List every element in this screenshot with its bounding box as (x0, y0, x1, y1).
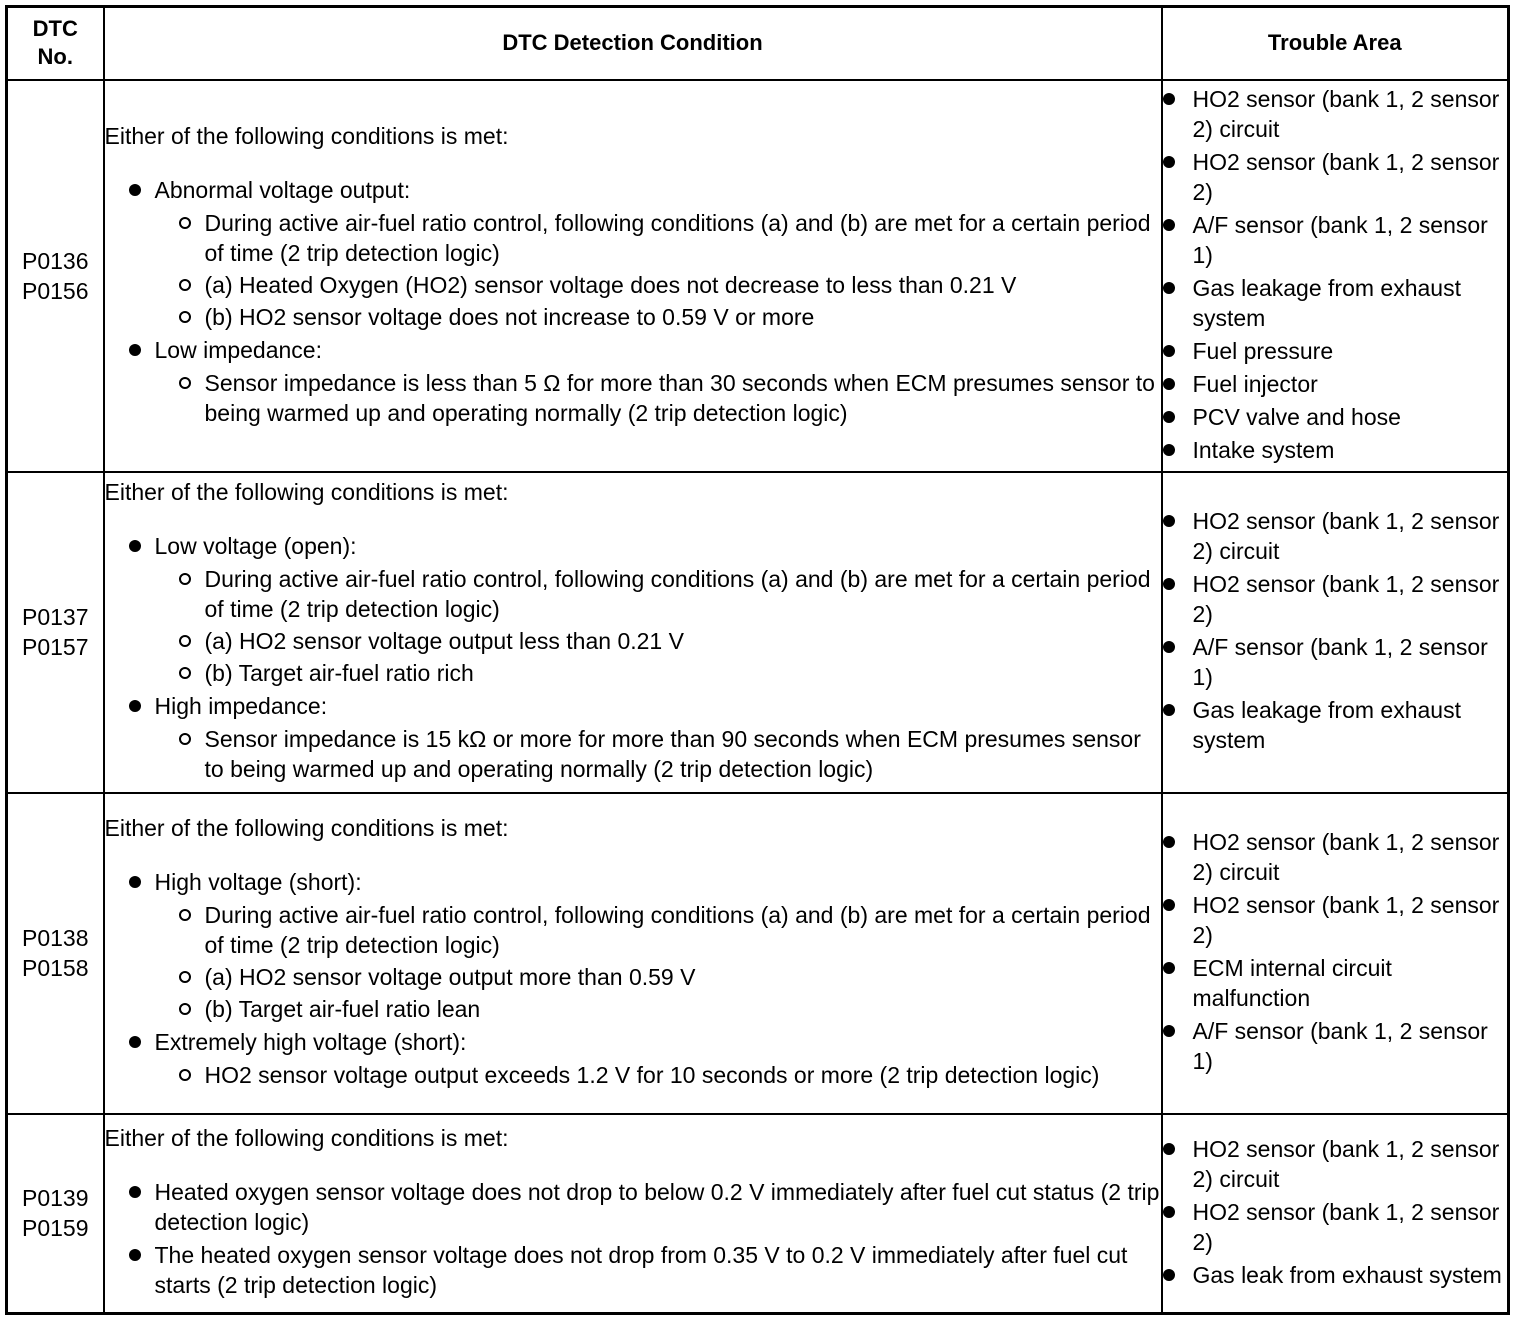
trouble-area-item: HO2 sensor (bank 1, 2 sensor 2) circuit (1163, 827, 1508, 887)
trouble-area-item: HO2 sensor (bank 1, 2 sensor 2) (1163, 147, 1508, 207)
condition-list (105, 1177, 1161, 1300)
dtc-code-cell (7, 472, 104, 793)
trouble-area-list (1163, 84, 1508, 465)
dtc-code: P0137 (21, 604, 89, 630)
header-trouble-area: Trouble Area (1162, 7, 1509, 80)
condition-intro: Either of the following conditions is met: (104, 122, 509, 149)
condition-intro: Either of the following conditions is met: (104, 1125, 509, 1152)
sub-condition-item: During active air-fuel ratio control, following conditions (a) and (b) are met for a certain period of time (2 trip detection logic) (179, 208, 1161, 268)
dtc-code: P0139 (21, 1185, 89, 1212)
condition-label: High voltage (short): (154, 869, 362, 895)
condition-cell (104, 793, 1162, 1114)
trouble-area-item: Intake system (1163, 435, 1508, 465)
condition-item: The heated oxygen sensor voltage does not drop from 0.35 V to 0.2 V immediately after fuel cut starts (2 trip detection logic) (129, 1240, 1161, 1300)
sub-condition-list (155, 564, 1161, 688)
sub-condition-item: (a) Heated Oxygen (HO2) sensor voltage does not decrease to less than 0.21 V (179, 270, 1161, 300)
condition-item (129, 175, 1161, 332)
sub-condition-list (155, 724, 1161, 784)
trouble-area-item: HO2 sensor (bank 1, 2 sensor 2) (1163, 890, 1508, 950)
condition-label: High impedance: (154, 693, 328, 719)
trouble-area-item: HO2 sensor (bank 1, 2 sensor 2) circuit (1163, 506, 1508, 566)
condition-label: Low impedance: (154, 336, 322, 363)
sub-condition-item: HO2 sensor voltage output exceeds 1.2 V for 10 seconds or more (2 trip detection logic) (179, 1060, 1161, 1090)
sub-condition-list (155, 208, 1161, 332)
trouble-area-item: A/F sensor (bank 1, 2 sensor 1) (1163, 1016, 1508, 1076)
sub-condition-list (155, 368, 1161, 428)
condition-intro: Either of the following conditions is met: (104, 815, 509, 841)
table-row (7, 1114, 1509, 1314)
sub-condition-list (155, 900, 1161, 1024)
dtc-code: P0159 (21, 1215, 89, 1242)
dtc-code: P0157 (21, 634, 89, 660)
condition-item: Heated oxygen sensor voltage does not drop to below 0.2 V immediately after fuel cut status (2 trip detection logic) (129, 1177, 1161, 1237)
trouble-area-item: Gas leakage from exhaust system (1163, 695, 1508, 755)
trouble-area-cell (1162, 80, 1509, 472)
table-row (7, 472, 1509, 793)
sub-condition-item: During active air-fuel ratio control, following conditions (a) and (b) are met for a certain period of time (2 trip detection logic) (179, 900, 1161, 960)
table-row (7, 793, 1509, 1114)
header-dtc-no: DTC No. (7, 7, 104, 80)
condition-item (129, 531, 1161, 688)
sub-condition-item: Sensor impedance is 15 kΩ or more for more than 90 seconds when ECM presumes sensor to being warmed up and operating normally (2 trip detection logic) (179, 724, 1161, 784)
trouble-area-item: HO2 sensor (bank 1, 2 sensor 2) circuit (1163, 84, 1508, 144)
table-row (7, 80, 1509, 472)
dtc-code: P0156 (21, 277, 89, 304)
condition-label: Low voltage (open): (154, 533, 357, 559)
condition-item (129, 335, 1161, 428)
dtc-code: P0158 (21, 955, 89, 981)
trouble-area-item: HO2 sensor (bank 1, 2 sensor 2) circuit (1163, 1134, 1508, 1194)
condition-item (129, 1027, 1161, 1090)
trouble-area-item: Gas leakage from exhaust system (1163, 273, 1508, 333)
sub-condition-item: (b) Target air-fuel ratio rich (179, 658, 1161, 688)
dtc-code: P0138 (21, 925, 89, 951)
trouble-area-cell (1162, 793, 1509, 1114)
trouble-area-list (1163, 506, 1508, 755)
sub-condition-item: (a) HO2 sensor voltage output more than 0.59 V (179, 962, 1161, 992)
condition-intro: Either of the following conditions is met: (104, 479, 509, 505)
sub-condition-item: (b) Target air-fuel ratio lean (179, 994, 1161, 1024)
sub-condition-item: (a) HO2 sensor voltage output less than 0.21 V (179, 626, 1161, 656)
dtc-code-cell (7, 1114, 104, 1314)
sub-condition-list (155, 1060, 1161, 1090)
trouble-area-list (1163, 827, 1508, 1076)
header-detection-condition: DTC Detection Condition (104, 7, 1162, 80)
trouble-area-item: PCV valve and hose (1163, 402, 1508, 432)
condition-cell (104, 472, 1162, 793)
trouble-area-item: HO2 sensor (bank 1, 2 sensor 2) (1163, 569, 1508, 629)
trouble-area-item: ECM internal circuit malfunction (1163, 953, 1508, 1013)
trouble-area-item: Fuel injector (1163, 369, 1508, 399)
dtc-code-cell (7, 793, 104, 1114)
sub-condition-item: (b) HO2 sensor voltage does not increase to 0.59 V or more (179, 302, 1161, 332)
condition-label: Abnormal voltage output: (154, 176, 411, 203)
sub-condition-item: During active air-fuel ratio control, following conditions (a) and (b) are met for a certain period of time (2 trip detection logic) (179, 564, 1161, 624)
trouble-area-cell (1162, 472, 1509, 793)
dtc-table (5, 5, 1510, 1315)
condition-label: Extremely high voltage (short): (154, 1029, 467, 1055)
trouble-area-item: HO2 sensor (bank 1, 2 sensor 2) (1163, 1197, 1508, 1257)
sub-condition-item: Sensor impedance is less than 5 Ω for more than 30 seconds when ECM presumes sensor to being warmed up and operating normally (2 trip detection logic) (179, 368, 1161, 428)
trouble-area-cell (1162, 1114, 1509, 1314)
condition-cell (104, 1114, 1162, 1314)
condition-list (105, 531, 1161, 784)
condition-item (129, 867, 1161, 1024)
table-header-row (7, 7, 1509, 80)
dtc-code-cell (7, 80, 104, 472)
condition-cell (104, 80, 1162, 472)
dtc-code: P0136 (21, 247, 89, 274)
trouble-area-item: Gas leak from exhaust system (1163, 1260, 1508, 1290)
trouble-area-item: A/F sensor (bank 1, 2 sensor 1) (1163, 632, 1508, 692)
condition-item (129, 691, 1161, 784)
trouble-area-list (1163, 1134, 1508, 1290)
condition-list (105, 175, 1161, 428)
trouble-area-item: A/F sensor (bank 1, 2 sensor 1) (1163, 210, 1508, 270)
trouble-area-item: Fuel pressure (1163, 336, 1508, 366)
condition-list (105, 867, 1161, 1090)
